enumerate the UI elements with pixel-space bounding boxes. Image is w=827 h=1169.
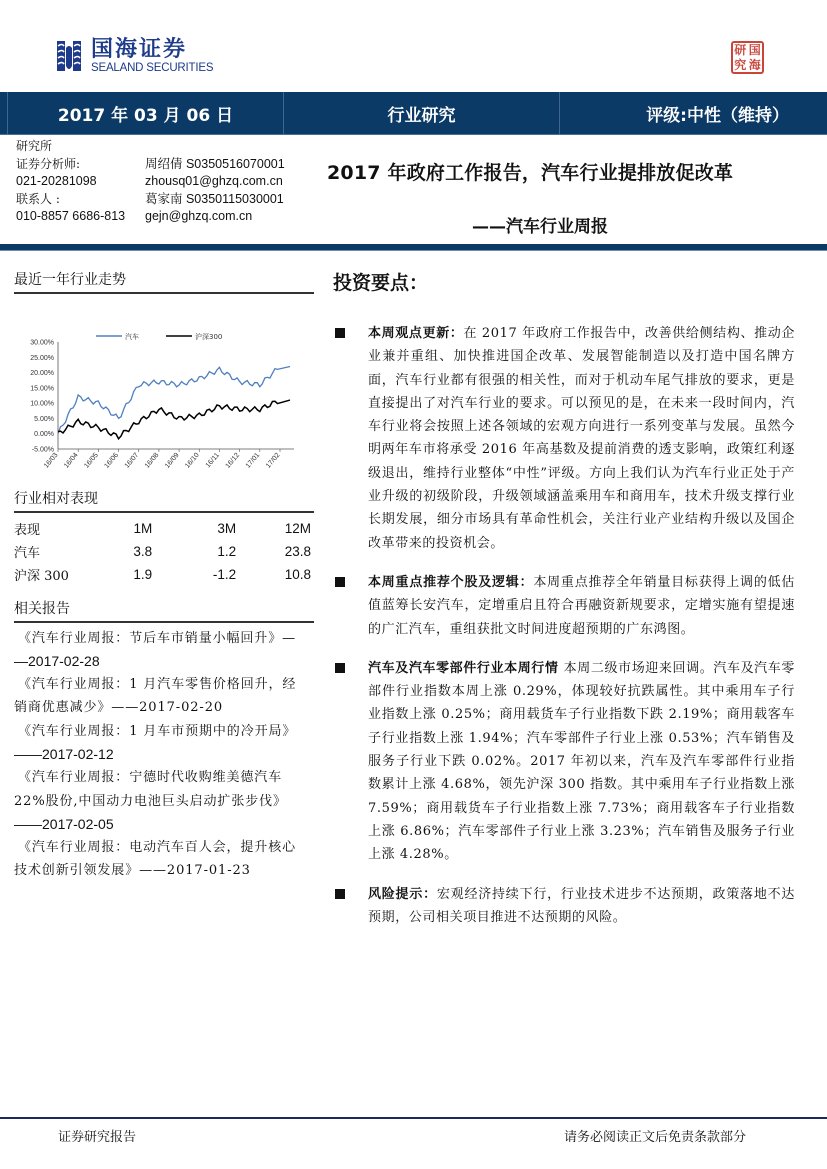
svg-text:16/10: 16/10	[184, 451, 201, 470]
table-header-row	[14, 517, 314, 540]
bullet-body: 在 2017 年政府工作报告中，改善供给侧结构、推动企业兼并重组、加快推进国企改革、发展智能制造以及打造中国名牌方面，汽车行业都有很强的相关性，而对于机动车尾气排放的要求，更是直接提出了对汽车行业的要求。可以预见的是，在未来一段时间内，汽车行业将会按照上述各领域的宏观方向进行一系列变革与发展。虽然今明两年车市将承受 2016 年高基数及提前消费的透支影响，政策红利逐级退出，维持行业整体“中性”评级。方向上我们认为汽车行业正处于产业升级的初级阶段，升级领域涵盖乘用车和商用车，技术升级支撑行业长期发展，细分市场具有革命性机会，关注行业产业结构升级以及国企改革带来的投资机会。	[368, 326, 795, 551]
table-cell: -1.2	[212, 566, 237, 582]
investment-title: 投资要点：	[333, 272, 429, 294]
svg-text:16/06: 16/06	[103, 451, 121, 470]
svg-text:-5.00%: -5.00%	[31, 446, 54, 453]
section-rule	[14, 511, 314, 513]
logo-cn: 国海证券	[91, 37, 188, 62]
svg-text:16/12: 16/12	[224, 451, 242, 470]
report-date: ——2017-02-05	[14, 815, 114, 832]
table-header-cell: 1M	[133, 520, 153, 536]
svg-text:16/08: 16/08	[143, 451, 161, 470]
report-date: 2017 年 03 月 06 日	[7, 92, 284, 134]
svg-text:17/02: 17/02	[264, 451, 282, 470]
report-link[interactable]: 技术创新引领发展》——2017-01-23	[14, 863, 251, 879]
bullet-square-icon	[335, 889, 345, 899]
svg-text:16/05: 16/05	[83, 451, 100, 470]
investment-bullets	[333, 322, 795, 945]
contact-email-link[interactable]: gejn@ghzq.com.cn	[145, 209, 253, 223]
table-cell: 汽车	[14, 545, 41, 561]
bullet-item	[333, 657, 795, 867]
bullet-heading: 汽车及汽车零部件行业本周行情	[368, 660, 564, 676]
company-logo	[55, 38, 213, 74]
chart-series-line	[58, 400, 290, 439]
table-cell: 1.2	[217, 543, 237, 559]
related-reports-section	[14, 599, 314, 883]
svg-text:25.00%: 25.00%	[30, 354, 54, 362]
header-bar	[0, 92, 827, 135]
trend-chart	[14, 298, 314, 488]
analyst-value: 周绍倩 S0350516070001	[145, 156, 285, 171]
bullet-body: 本周二级市场迎来回调。汽车及汽车零部件行业指数本周上涨 0.29%，体现较好抗跌属性。其中乘用车子行业指数上涨 0.25%；商用载货车子行业指数下跌 2.19%；商用载客车子行业指数上涨 1.94%；汽车零部件子行业上涨 0.53%；汽车销售及服务子行业下跌 0.02%。2017 年初以来，汽车及汽车零部件行业指数累计上涨 4.68%，领先沪深 300 指数。其中乘用车子行业指数上涨 7.59%；商用载货车子行业指数上涨 7.73%；商用载客车子行业指数上涨 6.86%；汽车零部件子行业上涨 3.23%；汽车销售及服务子行业上涨 4.28%。	[368, 660, 795, 863]
table-cell: 23.8	[284, 543, 311, 559]
sealand-logo-icon	[55, 38, 83, 74]
table-row	[14, 540, 314, 563]
table-header-cell: 表现	[14, 522, 41, 538]
svg-text:10.00%: 10.00%	[30, 400, 54, 408]
contact-phone: 010-8857 6686-813	[16, 209, 126, 223]
section-rule	[14, 292, 314, 294]
bullet-heading: 风险提示：	[368, 886, 437, 902]
report-link[interactable]: 《汽车行业周报：节后车市销量小幅回升》—	[18, 630, 297, 646]
report-link[interactable]: 22%股份,中国动力电池巨头启动扩张步伐》	[14, 793, 287, 809]
report-date: —2017-02-28	[14, 652, 100, 669]
table-header-cell: 12M	[284, 520, 311, 536]
table-cell: 1.9	[133, 566, 153, 582]
legend-label: 沪深300	[195, 332, 223, 341]
chart-series-line	[58, 366, 290, 433]
bullet-item	[333, 883, 795, 930]
bullet-body: 宏观经济持续下行，行业技术进步不达预期，政策落地不达预期，公司相关项目推进不达预期的风险。	[368, 886, 795, 925]
bullet-square-icon	[335, 577, 345, 587]
trend-section	[14, 270, 314, 488]
rating-badge: 评级:中性（维持）	[646, 105, 789, 126]
table-cell: 10.8	[284, 566, 311, 582]
svg-text:15.00%: 15.00%	[30, 384, 54, 392]
seal-char: 研	[734, 43, 747, 57]
performance-section	[14, 489, 314, 586]
svg-text:5.00%: 5.00%	[34, 415, 54, 423]
svg-text:16/03: 16/03	[42, 451, 60, 470]
legend-label: 汽车	[125, 332, 139, 341]
seal-char: 究	[734, 57, 747, 72]
page-subtitle: ——汽车行业周报	[472, 217, 608, 237]
logo-en: SEALAND SECURITIES	[91, 62, 214, 74]
analyst-row	[16, 191, 285, 209]
svg-text:30.00%: 30.00%	[30, 339, 54, 346]
table-row	[14, 563, 314, 586]
svg-text:16/09: 16/09	[163, 451, 181, 470]
seal-char: 国	[748, 43, 761, 57]
analyst-row	[16, 156, 285, 174]
bullet-item	[333, 322, 795, 555]
svg-text:16/07: 16/07	[123, 451, 141, 470]
svg-text:0.00%: 0.00%	[34, 430, 54, 438]
page-title: 2017 年政府工作报告，汽车行业提排放促改革	[327, 162, 734, 184]
research-seal-icon	[731, 41, 764, 74]
seal-char: 海	[748, 57, 761, 72]
analyst-row	[16, 208, 285, 226]
header-divider	[0, 244, 827, 251]
analyst-info	[16, 138, 285, 226]
institute-label: 研究所	[16, 139, 53, 153]
footer-rule	[0, 1117, 827, 1119]
section-rule	[14, 621, 314, 623]
bullet-item	[333, 571, 795, 641]
analyst-email-link[interactable]: zhousq01@ghzq.com.cn	[145, 174, 283, 188]
trend-title: 最近一年行业走势	[14, 272, 126, 288]
analyst-row	[16, 173, 285, 191]
bullet-heading: 本周观点更新：	[368, 326, 464, 341]
table-header-cell: 3M	[217, 520, 237, 536]
footer-left: 证券研究报告	[58, 1130, 137, 1145]
svg-text:16/11: 16/11	[204, 451, 221, 469]
report-link[interactable]: 《汽车行业周报：宁德时代收购维美德汽车	[18, 770, 283, 786]
table-cell: 3.8	[133, 543, 153, 559]
report-date: ——2017-02-12	[14, 745, 114, 762]
performance-title: 行业相对表现	[14, 491, 98, 507]
performance-table	[14, 517, 314, 586]
bullet-square-icon	[335, 663, 345, 673]
svg-text:17/01: 17/01	[244, 451, 262, 470]
footer-disclaimer: 请务必阅读正文后免责条款部分	[564, 1130, 747, 1145]
svg-text:16/04: 16/04	[63, 451, 80, 470]
report-link[interactable]: 《汽车行业周报：1 月汽车零售价格回升，经	[18, 677, 297, 693]
report-type: 行业研究	[284, 92, 560, 134]
analyst-phone: 021-20281098	[16, 174, 97, 188]
svg-text:20.00%: 20.00%	[30, 369, 54, 377]
contact-label: 联系人 :	[16, 191, 60, 206]
report-link[interactable]: 销商优惠减少》——2017-02-20	[14, 700, 224, 716]
analyst-label: 证券分析师:	[16, 156, 81, 171]
report-link[interactable]: 《汽车行业周报：电动汽车百人会，提升核心	[18, 840, 297, 856]
bullet-square-icon	[335, 328, 345, 338]
contact-value: 葛家南 S0350115030001	[145, 191, 284, 206]
table-cell: 沪深 300	[14, 568, 69, 584]
bullet-heading: 本周重点推荐个股及逻辑：	[368, 574, 534, 590]
report-link[interactable]: 《汽车行业周报：1 月车市预期中的冷开局》	[18, 723, 297, 739]
bullet-body: 本周重点推荐全年销量目标获得上调的低估值蓝筹长安汽车，定增重启且符合再融资新规要求，定增实施有望提速的广汇汽车，重组获批文时间进度超预期的广东鸿图。	[368, 574, 795, 637]
related-reports-list	[14, 627, 314, 883]
related-reports-title: 相关报告	[14, 601, 70, 617]
